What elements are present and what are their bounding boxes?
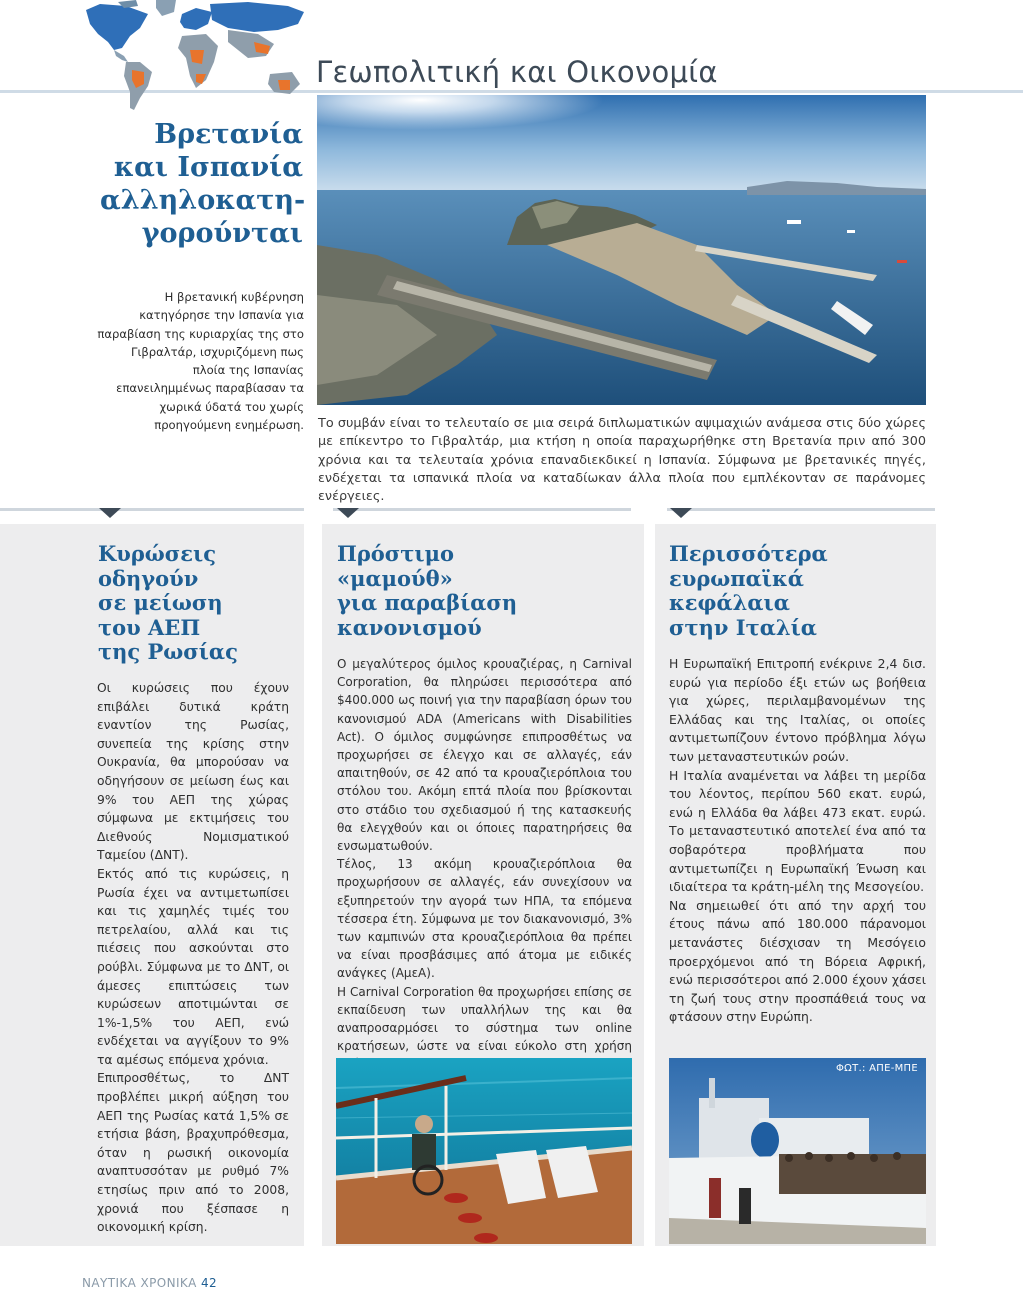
page-number: 42 [201, 1276, 218, 1290]
article-paragraph: Επιπροσθέτως, το ΔΝΤ προβλέπει μικρή αύξηση του ΑΕΠ της Ρωσίας κατά 1,5% σε ετήσια βάση, βραχυπρόθεσμα, όταν η ρωσική οικονομία αναπτυσσόταν με ρυθμό 7% ετησίως πριν από το 2008, χρονιά που ξέσπασε η οικονομική κρίση. [97, 1071, 289, 1235]
headline-line: γορούνται [141, 218, 303, 249]
headline-line: «μαμούθ» [337, 565, 453, 591]
headline-line: Κυρώσεις [98, 541, 216, 566]
photo-credit: ΦΩΤ.: ΑΠΕ-ΜΠΕ [835, 1063, 918, 1074]
headline-line: κεφάλαια [669, 590, 790, 615]
headline-line: Βρετανία [154, 119, 303, 150]
page-footer [82, 1276, 217, 1290]
article-russia [0, 524, 304, 1246]
migrant-ship-photo [669, 1058, 926, 1244]
headline-line: στην Ιταλία [669, 614, 817, 640]
section-title: Γεωπολιτική και Οικονομία [316, 55, 718, 89]
article-headline [337, 542, 637, 640]
article-paragraph: Η Ευρωπαϊκή Επιτροπή ενέκρινε 2,4 δισ. ευρώ για περίοδο έξι ετών ως βοήθεια για χώρες, περιλαμβανομένων της Ελλάδας και της Ιταλίας, οι οποίες αντιμετωπίζουν έντονο πρόβλημα λόγω των μεταναστευτικών ροών. [669, 656, 926, 764]
article-paragraph: Η Carnival Corporation θα προχωρήσει επίσης σε εκπαίδευση των υπαλλήλων της και θα αναπροσαρμόσει το σύστημα των online κρατήσεων, ώστε να είναι εύκολο στη χρήση [337, 984, 632, 1054]
main-headline [100, 118, 306, 250]
headline-line: της Ρωσίας [98, 639, 238, 664]
article-italy [655, 524, 936, 1246]
headline-line: οδηγούν [98, 565, 199, 591]
headline-line: και Ισπανία [113, 152, 303, 183]
main-body: Το συμβάν είναι το τελευταίο σε μια σειρά διπλωματικών αψιμαχιών ανάμεσα στις δύο χώρες με επίκεντρο το Γιβραλτάρ, μια κτήση η οποία παραχωρήθηκε στη Βρετανία πριν από 300 χρόνια και τα τελευταία χρόνια επαναδιεκδικεί η Ισπανία. Σύμφωνα με βρετανικές πηγές, ενδέχεται τα ισπανικά πλοία να καταδίωκαν άλλα πλοία που εμπλέκονταν σε παράνομες ενέργειες. [318, 416, 926, 505]
headline-line: ευρωπαϊκά [669, 565, 804, 591]
cruise-deck-photo [336, 1058, 632, 1244]
headline-line: σε μείωση [98, 590, 223, 615]
headline-line: αλληλοκατη- [100, 185, 306, 216]
caret-down-icon [670, 508, 692, 518]
article-paragraph: Τέλος, 13 ακόμη κρουαζιερόπλοια θα προχωρήσουν σε αλλαγές, εάν συνεχίσουν να εξυπηρετούν την αγορά των ΗΠΑ, τα επόμενα τέσσερα έτη. Σύμφωνα με τον διακανονισμό, 3% των καμπινών στα κρουαζιερόπλοια θα πρέπει να είναι προσβάσιμες από άτομα με ειδικές ανάγκες (ΑμεΑ). [337, 857, 632, 981]
gibraltar-aerial-photo [317, 95, 926, 405]
column-divider [667, 508, 935, 511]
article-body [97, 679, 289, 1237]
world-map-icon [78, 0, 306, 112]
article-headline [669, 542, 929, 640]
article-paragraph: Εκτός από τις κυρώσεις, η Ρωσία έχει να αντιμετωπίσει και τις χαμηλές τιμές του πετρελαίου, αλλά και τις πιέσεις που ασκούνται στο ρούβλι. Σύμφωνα με το ΔΝΤ, οι άμεσες επιπτώσεις των κυρώσεων αποτιμώνται σε 1%-1,5% του ΑΕΠ, ενώ ενδέχεται να αγγίξουν το 9% τα αμέσως επόμενα χρόνια. [97, 866, 289, 1067]
headline-line: για παραβίαση [337, 590, 518, 615]
magazine-name: ΝΑΥΤΙΚΑ ΧΡΟΝΙΚΑ [82, 1276, 197, 1290]
article-body [337, 655, 632, 1074]
article-paragraph: Να σημειωθεί ότι από την αρχή του έτους πάνω από 180.000 πάρανομοι μετανάστες διέσχισαν τη Μεσόγειο προερχόμενοι από τη Βόρεια Αφρική, ενώ περισσότεροι από 2.000 έχουν χάσει τη ζωή τους στην προσπάθειά τους να φτάσουν στην Ευρώπη. [669, 897, 926, 1025]
article-body [669, 655, 926, 1027]
article-paragraph: Η Ιταλία αναμένεται να λάβει τη μερίδα του λέοντος, περίπου 560 εκατ. ευρώ, ενώ η Ελλάδα θα λάβει 473 εκατ. ευρώ. Το μεταναστευτικό αποτελεί ένα από τα σοβαρότερα προβλήματα που αντιμετωπίζει η Ευρωπαϊκή Ένωση και ιδιαίτερα τα κράτη-μέλη της Μεσογείου. [669, 767, 926, 895]
headline-line: του ΑΕΠ [98, 614, 201, 640]
column-divider [333, 508, 631, 511]
article-carnival [322, 524, 644, 1246]
caret-down-icon [99, 508, 121, 518]
caret-down-icon [337, 508, 359, 518]
headline-line: Πρόστιμο [337, 541, 454, 566]
article-paragraph: Ο μεγαλύτερος όμιλος κρουαζιέρας, η Carnival Corporation, θα πληρώσει περισσότερα από $400.000 ως ποινή για την παραβίαση όρων του κανονισμού ADA (Americans with Disabilities Act). Ο όμιλος συμφώνησε επιπροσθέτως να προχωρήσει σε έλεγχο και σε αλλαγές, εάν απαιτηθούν, σε 42 από τα κρουαζιερόπλοια του στόλου του. Ακόμη επτά πλοία που βρίσκονται στο στάδιο του σχεδιασμού ή της κατασκευής θα ελεγχθούν και οι όποιες παρατηρήσεις θα ενσωματωθούν. [337, 657, 632, 854]
headline-line: κανονισμού [337, 614, 482, 640]
article-headline [98, 542, 298, 665]
column-divider [0, 508, 304, 511]
main-lead: Η βρετανική κυβέρνηση κατηγόρησε την Ισπανία για παραβίαση της κυριαρχίας της στο Γιβραλτάρ, ισχυριζόμενη πως πλοία της Ισπανίας επανειλημμένως παραβίασαν τα χωρικά ύδατά του χωρίς προηγούμενη ενημέρωση. [97, 290, 304, 433]
headline-line: Περισσότερα [669, 541, 828, 566]
article-paragraph: Οι κυρώσεις που έχουν επιβάλει δυτικά κράτη εναντίον της Ρωσίας, συνεπεία της κρίσης στην Ουκρανία, θα μπορούσαν να οδηγήσουν σε μείωση έως και 9% του ΑΕΠ της χώρας σύμφωνα με εκτιμήσεις του Διεθνούς Νομισματικού Ταμείου (ΔΝΤ). [97, 681, 289, 863]
